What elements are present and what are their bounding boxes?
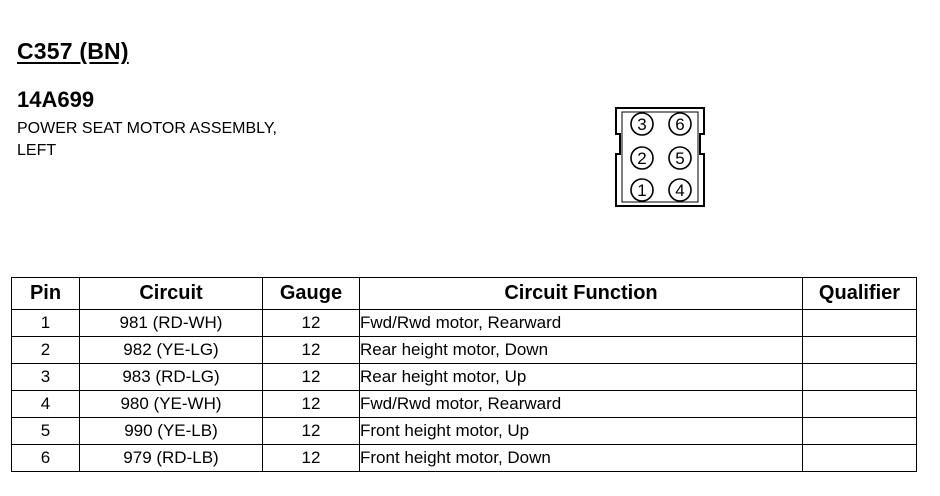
header-circuit-function: Circuit Function (360, 278, 803, 310)
part-description (17, 118, 397, 162)
cell-circuit: 980 (YE-WH) (80, 391, 263, 418)
cell-pin: 4 (12, 391, 80, 418)
table-row (12, 445, 917, 472)
cell-qualifier (803, 445, 917, 472)
cell-gauge: 12 (263, 310, 360, 337)
pin-6-label: 6 (675, 115, 685, 134)
pin-1-label: 1 (637, 181, 647, 200)
cell-qualifier (803, 364, 917, 391)
cell-gauge: 12 (263, 391, 360, 418)
cell-pin: 1 (12, 310, 80, 337)
pin-1 (631, 179, 653, 201)
pin-3 (631, 113, 653, 135)
pin-5-label: 5 (675, 149, 685, 168)
cell-function: Front height motor, Up (360, 418, 803, 445)
cell-circuit: 981 (RD-WH) (80, 310, 263, 337)
cell-pin: 2 (12, 337, 80, 364)
cell-pin: 3 (12, 364, 80, 391)
cell-function: Fwd/Rwd motor, Rearward (360, 391, 803, 418)
cell-qualifier (803, 337, 917, 364)
part-description-line-2: LEFT (17, 142, 57, 159)
header-qualifier: Qualifier (803, 278, 917, 310)
pin-5 (669, 147, 691, 169)
cell-circuit: 990 (YE-LB) (80, 418, 263, 445)
cell-circuit: 982 (YE-LG) (80, 337, 263, 364)
cell-circuit: 979 (RD-LB) (80, 445, 263, 472)
cell-function: Front height motor, Down (360, 445, 803, 472)
cell-function: Rear height motor, Down (360, 337, 803, 364)
cell-pin: 6 (12, 445, 80, 472)
cell-gauge: 12 (263, 445, 360, 472)
pin-3-label: 3 (637, 115, 647, 134)
table-row (12, 310, 917, 337)
cell-qualifier (803, 310, 917, 337)
cell-circuit: 983 (RD-LG) (80, 364, 263, 391)
cell-pin: 5 (12, 418, 80, 445)
table-row (12, 337, 917, 364)
connector-id: C357 (BN) (17, 38, 129, 64)
pin-2 (631, 147, 653, 169)
header-gauge: Gauge (263, 278, 360, 310)
pinout-table (11, 277, 917, 472)
table-row (12, 418, 917, 445)
cell-function: Rear height motor, Up (360, 364, 803, 391)
connector-inner-shell (622, 112, 698, 202)
pin-4-label: 4 (675, 181, 685, 200)
table-row (12, 364, 917, 391)
cell-gauge: 12 (263, 364, 360, 391)
cell-gauge: 12 (263, 418, 360, 445)
cell-gauge: 12 (263, 337, 360, 364)
pin-6 (669, 113, 691, 135)
table-row (12, 391, 917, 418)
cell-qualifier (803, 391, 917, 418)
part-number: 14A699 (17, 87, 95, 112)
cell-function: Fwd/Rwd motor, Rearward (360, 310, 803, 337)
cell-qualifier (803, 418, 917, 445)
part-description-line-1: POWER SEAT MOTOR ASSEMBLY, (17, 120, 277, 137)
connector-face-diagram (610, 106, 718, 210)
pin-2-label: 2 (637, 149, 647, 168)
pin-4 (669, 179, 691, 201)
header-pin: Pin (12, 278, 80, 310)
header-circuit: Circuit (80, 278, 263, 310)
table-header-row (12, 278, 917, 310)
